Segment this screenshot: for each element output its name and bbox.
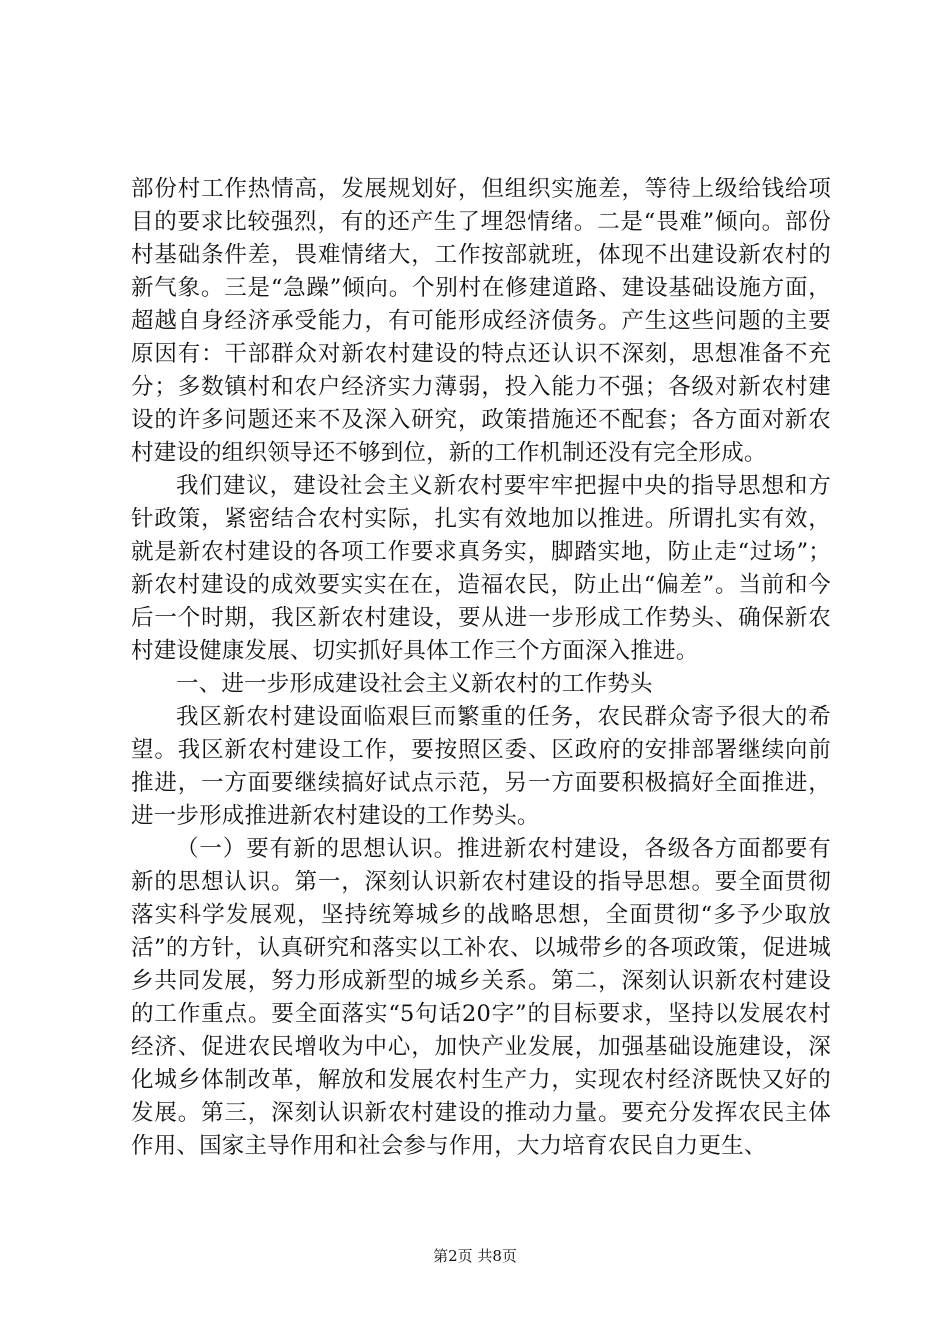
paragraph-continuation: 部份村工作热情高，发展规划好，但组织实施差，等待上级给钱给项目的要求比较强烈，有的还产生了埋怨情绪。二是“畏难”倾向。部份村基础条件差，畏难情绪大，工作按部就班，体现不出建设新农村的新气象。三是“急躁”倾向。个别村在修建道路、建设基础设施方面，超越自身经济承受能力，有可能形成经济债务。产生这些问题的主要原因有：干部群众对新农村建设的特点还认识不深刻，思想准备不充分；多数镇村和农户经济实力薄弱，投入能力不强；各级对新农村建设的许多问题还来不及深入研究，政策措施还不配套；各方面对新农村建设的组织领导还不够到位，新的工作机制还没有完全形成。 [131,176,831,466]
paragraph-recommendation: 我们建议，建设社会主义新农村要牢牢把握中央的指导思想和方针政策，紧密结合农村实际，扎实有效地加以推进。所谓扎实有效，就是新农村建设的各项工作要求真务实，脚踏实地，防止走“过场”；新农村建设的成效要实实在在，造福农民，防止出“偏差”。当前和今后一个时期，我区新农村建设，要从进一步形成工作势头、确保新农村建设健康发展、切实抓好具体工作三个方面深入推进。 [131,473,831,664]
document-body [131,173,831,1163]
paragraph-section-intro: 我区新农村建设面临艰巨而繁重的任务，农民群众寄予很大的希望。我区新农村建设工作，要按照区委、区政府的安排部署继续向前推进，一方面要继续搞好试点示范，另一方面要积极搞好全面推进，进一步形成推进新农村建设的工作势头。 [131,704,831,829]
section-heading-1: 一、进一步形成建设社会主义新农村的工作势头 [176,671,653,697]
page-number-footer: 第2页 共8页 [433,1247,517,1265]
paragraph-subsection-1: （一）要有新的思想认识。推进新农村建设，各级各方面都要有新的思想认识。第一，深刻认识新农村建设的指导思想。要全面贯彻落实科学发展观，坚持统筹城乡的战略思想，全面贯彻“多予少取放活”的方针，认真研究和落实以工补农、以城带乡的各项政策，促进城乡共同发展，努力形成新型的城乡关系。第二，深刻认识新农村建设的工作重点。要全面落实“5句话20字”的目标要求，坚持以发展农村经济、促进农民增收为中心，加快产业发展，加强基础设施建设，深化城乡体制改革，解放和发展农村生产力，实现农村经济既快又好的发展。第三，深刻认识新农村建设的推动力量。要充分发挥农民主体作用、国家主导作用和社会参与作用，大力培育农民自力更生、 [131,836,831,1159]
